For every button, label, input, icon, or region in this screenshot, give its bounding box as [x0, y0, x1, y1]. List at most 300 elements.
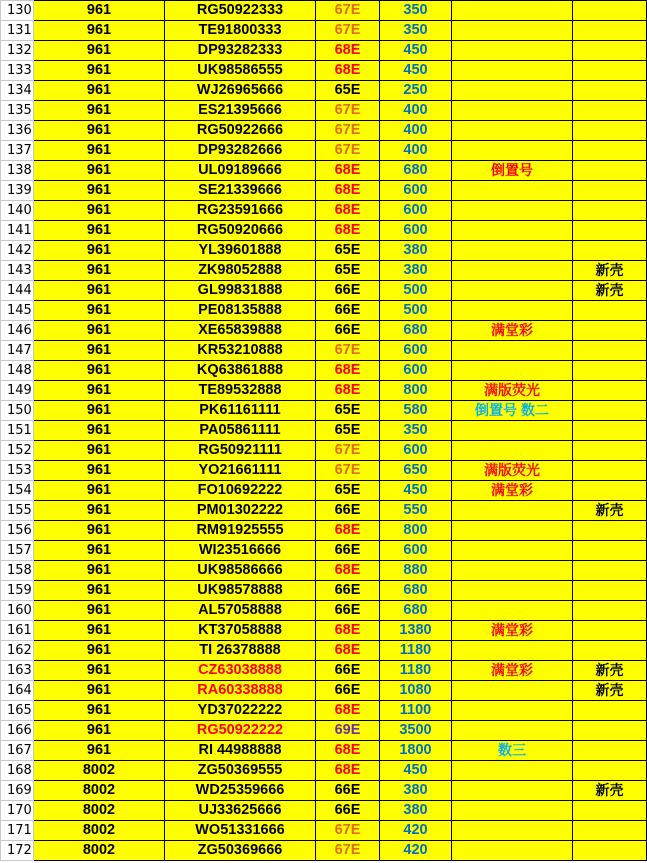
shell-note-cell[interactable] — [573, 621, 647, 641]
row-number[interactable]: 149 — [1, 381, 34, 401]
serial-number-cell[interactable]: KR53210888 — [165, 341, 316, 361]
row-number[interactable]: 171 — [1, 821, 34, 841]
row-number[interactable]: 153 — [1, 461, 34, 481]
note-cell[interactable] — [452, 781, 573, 801]
row-number[interactable]: 133 — [1, 61, 34, 81]
serial-number-cell[interactable]: RG23591666 — [165, 201, 316, 221]
shell-note-cell[interactable]: 新壳 — [573, 681, 647, 701]
grade-cell[interactable]: 68E — [316, 161, 380, 181]
shell-note-cell[interactable] — [573, 241, 647, 261]
code-cell[interactable]: 961 — [34, 501, 165, 521]
code-cell[interactable]: 961 — [34, 681, 165, 701]
code-cell[interactable]: 961 — [34, 281, 165, 301]
row-number[interactable]: 141 — [1, 221, 34, 241]
shell-note-cell[interactable] — [573, 301, 647, 321]
shell-note-cell[interactable] — [573, 141, 647, 161]
row-number[interactable]: 170 — [1, 801, 34, 821]
code-cell[interactable]: 961 — [34, 441, 165, 461]
price-cell[interactable]: 450 — [380, 61, 452, 81]
serial-number-cell[interactable]: WI23516666 — [165, 541, 316, 561]
note-cell[interactable]: 满堂彩 — [452, 481, 573, 501]
price-cell[interactable]: 400 — [380, 141, 452, 161]
shell-note-cell[interactable] — [573, 321, 647, 341]
row-number[interactable]: 142 — [1, 241, 34, 261]
grade-cell[interactable]: 68E — [316, 221, 380, 241]
grade-cell[interactable]: 68E — [316, 561, 380, 581]
note-cell[interactable] — [452, 21, 573, 41]
row-number[interactable]: 151 — [1, 421, 34, 441]
note-cell[interactable] — [452, 221, 573, 241]
row-number[interactable]: 132 — [1, 41, 34, 61]
note-cell[interactable] — [452, 241, 573, 261]
row-number[interactable]: 169 — [1, 781, 34, 801]
price-cell[interactable]: 450 — [380, 41, 452, 61]
row-number[interactable]: 143 — [1, 261, 34, 281]
code-cell[interactable]: 961 — [34, 361, 165, 381]
serial-number-cell[interactable]: WO51331666 — [165, 821, 316, 841]
price-cell[interactable]: 600 — [380, 361, 452, 381]
shell-note-cell[interactable] — [573, 561, 647, 581]
grade-cell[interactable]: 68E — [316, 641, 380, 661]
code-cell[interactable]: 961 — [34, 41, 165, 61]
grade-cell[interactable]: 69E — [316, 721, 380, 741]
grade-cell[interactable]: 66E — [316, 581, 380, 601]
row-number[interactable]: 162 — [1, 641, 34, 661]
note-cell[interactable] — [452, 441, 573, 461]
code-cell[interactable]: 961 — [34, 141, 165, 161]
code-cell[interactable]: 961 — [34, 581, 165, 601]
grade-cell[interactable]: 66E — [316, 801, 380, 821]
price-cell[interactable]: 420 — [380, 841, 452, 861]
note-cell[interactable] — [452, 721, 573, 741]
price-cell[interactable]: 600 — [380, 541, 452, 561]
serial-number-cell[interactable]: RG50921111 — [165, 441, 316, 461]
price-cell[interactable]: 680 — [380, 161, 452, 181]
serial-number-cell[interactable]: GL99831888 — [165, 281, 316, 301]
note-cell[interactable] — [452, 701, 573, 721]
serial-number-cell[interactable]: PM01302222 — [165, 501, 316, 521]
note-cell[interactable] — [452, 101, 573, 121]
price-cell[interactable]: 1100 — [380, 701, 452, 721]
serial-number-cell[interactable]: RG50922222 — [165, 721, 316, 741]
code-cell[interactable]: 961 — [34, 241, 165, 261]
grade-cell[interactable]: 68E — [316, 361, 380, 381]
grade-cell[interactable]: 67E — [316, 121, 380, 141]
grade-cell[interactable]: 65E — [316, 401, 380, 421]
serial-number-cell[interactable]: ZG50369666 — [165, 841, 316, 861]
grade-cell[interactable]: 68E — [316, 621, 380, 641]
row-number[interactable]: 146 — [1, 321, 34, 341]
shell-note-cell[interactable] — [573, 221, 647, 241]
shell-note-cell[interactable]: 新壳 — [573, 281, 647, 301]
grade-cell[interactable]: 66E — [316, 601, 380, 621]
code-cell[interactable]: 961 — [34, 701, 165, 721]
serial-number-cell[interactable]: YL39601888 — [165, 241, 316, 261]
price-cell[interactable]: 600 — [380, 221, 452, 241]
row-number[interactable]: 157 — [1, 541, 34, 561]
note-cell[interactable] — [452, 501, 573, 521]
serial-number-cell[interactable]: RG50920666 — [165, 221, 316, 241]
grade-cell[interactable]: 68E — [316, 381, 380, 401]
shell-note-cell[interactable] — [573, 21, 647, 41]
code-cell[interactable]: 961 — [34, 601, 165, 621]
price-cell[interactable]: 3500 — [380, 721, 452, 741]
code-cell[interactable]: 961 — [34, 21, 165, 41]
price-cell[interactable]: 350 — [380, 21, 452, 41]
note-cell[interactable] — [452, 301, 573, 321]
code-cell[interactable]: 961 — [34, 621, 165, 641]
note-cell[interactable] — [452, 541, 573, 561]
shell-note-cell[interactable] — [573, 761, 647, 781]
serial-number-cell[interactable]: ZG50369555 — [165, 761, 316, 781]
price-cell[interactable]: 1800 — [380, 741, 452, 761]
row-number[interactable]: 135 — [1, 101, 34, 121]
price-cell[interactable]: 800 — [380, 521, 452, 541]
row-number[interactable]: 150 — [1, 401, 34, 421]
serial-number-cell[interactable]: ES21395666 — [165, 101, 316, 121]
row-number[interactable]: 131 — [1, 21, 34, 41]
price-cell[interactable]: 380 — [380, 261, 452, 281]
shell-note-cell[interactable] — [573, 461, 647, 481]
shell-note-cell[interactable] — [573, 581, 647, 601]
shell-note-cell[interactable] — [573, 601, 647, 621]
note-cell[interactable]: 满堂彩 — [452, 621, 573, 641]
row-number[interactable]: 163 — [1, 661, 34, 681]
grade-cell[interactable]: 66E — [316, 281, 380, 301]
grade-cell[interactable]: 67E — [316, 101, 380, 121]
grade-cell[interactable]: 66E — [316, 781, 380, 801]
price-cell[interactable]: 650 — [380, 461, 452, 481]
price-cell[interactable]: 680 — [380, 601, 452, 621]
grade-cell[interactable]: 66E — [316, 661, 380, 681]
note-cell[interactable] — [452, 681, 573, 701]
price-cell[interactable]: 880 — [380, 561, 452, 581]
row-number[interactable]: 165 — [1, 701, 34, 721]
price-cell[interactable]: 1180 — [380, 661, 452, 681]
shell-note-cell[interactable] — [573, 201, 647, 221]
serial-number-cell[interactable]: RG50922333 — [165, 1, 316, 21]
row-number[interactable]: 160 — [1, 601, 34, 621]
code-cell[interactable]: 8002 — [34, 801, 165, 821]
code-cell[interactable]: 961 — [34, 561, 165, 581]
price-cell[interactable]: 600 — [380, 341, 452, 361]
grade-cell[interactable]: 66E — [316, 301, 380, 321]
serial-number-cell[interactable]: UK98586555 — [165, 61, 316, 81]
shell-note-cell[interactable] — [573, 381, 647, 401]
shell-note-cell[interactable] — [573, 801, 647, 821]
price-cell[interactable]: 1380 — [380, 621, 452, 641]
note-cell[interactable] — [452, 141, 573, 161]
serial-number-cell[interactable]: DP93282333 — [165, 41, 316, 61]
code-cell[interactable]: 8002 — [34, 761, 165, 781]
price-cell[interactable]: 600 — [380, 441, 452, 461]
serial-number-cell[interactable]: PA05861111 — [165, 421, 316, 441]
grade-cell[interactable]: 67E — [316, 461, 380, 481]
shell-note-cell[interactable] — [573, 821, 647, 841]
serial-number-cell[interactable]: WD25359666 — [165, 781, 316, 801]
shell-note-cell[interactable]: 新壳 — [573, 261, 647, 281]
serial-number-cell[interactable]: YO21661111 — [165, 461, 316, 481]
serial-number-cell[interactable]: ZK98052888 — [165, 261, 316, 281]
shell-note-cell[interactable] — [573, 841, 647, 861]
serial-number-cell[interactable]: AL57058888 — [165, 601, 316, 621]
row-number[interactable]: 134 — [1, 81, 34, 101]
grade-cell[interactable]: 67E — [316, 21, 380, 41]
serial-number-cell[interactable]: RG50922666 — [165, 121, 316, 141]
grade-cell[interactable]: 68E — [316, 701, 380, 721]
row-number[interactable]: 156 — [1, 521, 34, 541]
serial-number-cell[interactable]: XE65839888 — [165, 321, 316, 341]
shell-note-cell[interactable] — [573, 81, 647, 101]
grade-cell[interactable]: 65E — [316, 261, 380, 281]
shell-note-cell[interactable] — [573, 361, 647, 381]
code-cell[interactable]: 961 — [34, 261, 165, 281]
code-cell[interactable]: 961 — [34, 181, 165, 201]
grade-cell[interactable]: 68E — [316, 761, 380, 781]
shell-note-cell[interactable]: 新壳 — [573, 781, 647, 801]
price-cell[interactable]: 680 — [380, 321, 452, 341]
code-cell[interactable]: 8002 — [34, 821, 165, 841]
row-number[interactable]: 172 — [1, 841, 34, 861]
grade-cell[interactable]: 67E — [316, 841, 380, 861]
shell-note-cell[interactable] — [573, 1, 647, 21]
row-number[interactable]: 158 — [1, 561, 34, 581]
row-number[interactable]: 159 — [1, 581, 34, 601]
price-cell[interactable]: 600 — [380, 181, 452, 201]
row-number[interactable]: 148 — [1, 361, 34, 381]
note-cell[interactable]: 满版荧光 — [452, 461, 573, 481]
row-number[interactable]: 144 — [1, 281, 34, 301]
serial-number-cell[interactable]: CZ63038888 — [165, 661, 316, 681]
code-cell[interactable]: 961 — [34, 61, 165, 81]
note-cell[interactable] — [452, 561, 573, 581]
code-cell[interactable]: 961 — [34, 381, 165, 401]
code-cell[interactable]: 961 — [34, 301, 165, 321]
serial-number-cell[interactable]: KT37058888 — [165, 621, 316, 641]
note-cell[interactable] — [452, 1, 573, 21]
shell-note-cell[interactable] — [573, 401, 647, 421]
grade-cell[interactable]: 68E — [316, 61, 380, 81]
serial-number-cell[interactable]: KQ63861888 — [165, 361, 316, 381]
note-cell[interactable] — [452, 41, 573, 61]
code-cell[interactable]: 961 — [34, 201, 165, 221]
shell-note-cell[interactable] — [573, 641, 647, 661]
grade-cell[interactable]: 65E — [316, 421, 380, 441]
price-cell[interactable]: 380 — [380, 781, 452, 801]
grade-cell[interactable]: 66E — [316, 321, 380, 341]
grade-cell[interactable]: 65E — [316, 481, 380, 501]
row-number[interactable]: 152 — [1, 441, 34, 461]
shell-note-cell[interactable] — [573, 521, 647, 541]
code-cell[interactable]: 961 — [34, 661, 165, 681]
price-cell[interactable]: 800 — [380, 381, 452, 401]
code-cell[interactable]: 961 — [34, 541, 165, 561]
shell-note-cell[interactable] — [573, 161, 647, 181]
note-cell[interactable] — [452, 601, 573, 621]
note-cell[interactable] — [452, 361, 573, 381]
serial-number-cell[interactable]: YD37022222 — [165, 701, 316, 721]
shell-note-cell[interactable] — [573, 61, 647, 81]
serial-number-cell[interactable]: TE89532888 — [165, 381, 316, 401]
shell-note-cell[interactable] — [573, 341, 647, 361]
row-number[interactable]: 140 — [1, 201, 34, 221]
price-cell[interactable]: 400 — [380, 121, 452, 141]
serial-number-cell[interactable]: PE08135888 — [165, 301, 316, 321]
price-cell[interactable]: 450 — [380, 481, 452, 501]
row-number[interactable]: 166 — [1, 721, 34, 741]
serial-number-cell[interactable]: UL09189666 — [165, 161, 316, 181]
row-number[interactable]: 145 — [1, 301, 34, 321]
serial-number-cell[interactable]: TI 26378888 — [165, 641, 316, 661]
code-cell[interactable]: 961 — [34, 421, 165, 441]
code-cell[interactable]: 8002 — [34, 841, 165, 861]
note-cell[interactable] — [452, 761, 573, 781]
shell-note-cell[interactable] — [573, 101, 647, 121]
serial-number-cell[interactable]: WJ26965666 — [165, 81, 316, 101]
row-number[interactable]: 161 — [1, 621, 34, 641]
price-cell[interactable]: 400 — [380, 101, 452, 121]
serial-number-cell[interactable]: PK61161111 — [165, 401, 316, 421]
grade-cell[interactable]: 68E — [316, 741, 380, 761]
note-cell[interactable] — [452, 841, 573, 861]
shell-note-cell[interactable] — [573, 701, 647, 721]
price-cell[interactable]: 380 — [380, 241, 452, 261]
grade-cell[interactable]: 67E — [316, 821, 380, 841]
note-cell[interactable]: 满版荧光 — [452, 381, 573, 401]
price-cell[interactable]: 500 — [380, 281, 452, 301]
grade-cell[interactable]: 68E — [316, 181, 380, 201]
grade-cell[interactable]: 65E — [316, 81, 380, 101]
shell-note-cell[interactable]: 新壳 — [573, 501, 647, 521]
code-cell[interactable]: 961 — [34, 721, 165, 741]
grade-cell[interactable]: 66E — [316, 681, 380, 701]
price-cell[interactable]: 350 — [380, 421, 452, 441]
grade-cell[interactable]: 65E — [316, 241, 380, 261]
shell-note-cell[interactable] — [573, 541, 647, 561]
note-cell[interactable]: 倒置号 — [452, 161, 573, 181]
note-cell[interactable] — [452, 641, 573, 661]
serial-number-cell[interactable]: FO10692222 — [165, 481, 316, 501]
code-cell[interactable]: 961 — [34, 341, 165, 361]
note-cell[interactable] — [452, 81, 573, 101]
serial-number-cell[interactable]: UJ33625666 — [165, 801, 316, 821]
code-cell[interactable]: 961 — [34, 401, 165, 421]
note-cell[interactable] — [452, 61, 573, 81]
code-cell[interactable]: 961 — [34, 81, 165, 101]
serial-number-cell[interactable]: TE91800333 — [165, 21, 316, 41]
note-cell[interactable] — [452, 421, 573, 441]
note-cell[interactable]: 倒置号 数二 — [452, 401, 573, 421]
row-number[interactable]: 164 — [1, 681, 34, 701]
price-cell[interactable]: 1080 — [380, 681, 452, 701]
note-cell[interactable] — [452, 521, 573, 541]
grade-cell[interactable]: 67E — [316, 341, 380, 361]
row-number[interactable]: 138 — [1, 161, 34, 181]
note-cell[interactable] — [452, 201, 573, 221]
shell-note-cell[interactable]: 新壳 — [573, 661, 647, 681]
code-cell[interactable]: 961 — [34, 461, 165, 481]
row-number[interactable]: 137 — [1, 141, 34, 161]
shell-note-cell[interactable] — [573, 121, 647, 141]
row-number[interactable]: 139 — [1, 181, 34, 201]
code-cell[interactable]: 961 — [34, 101, 165, 121]
price-cell[interactable]: 580 — [380, 401, 452, 421]
price-cell[interactable]: 550 — [380, 501, 452, 521]
code-cell[interactable]: 8002 — [34, 781, 165, 801]
row-number[interactable]: 136 — [1, 121, 34, 141]
serial-number-cell[interactable]: RM91925555 — [165, 521, 316, 541]
code-cell[interactable]: 961 — [34, 161, 165, 181]
shell-note-cell[interactable] — [573, 481, 647, 501]
row-number[interactable]: 147 — [1, 341, 34, 361]
note-cell[interactable]: 数三 — [452, 741, 573, 761]
row-number[interactable]: 130 — [1, 1, 34, 21]
row-number[interactable]: 167 — [1, 741, 34, 761]
serial-number-cell[interactable]: UK98578888 — [165, 581, 316, 601]
price-cell[interactable]: 420 — [380, 821, 452, 841]
note-cell[interactable] — [452, 261, 573, 281]
code-cell[interactable]: 961 — [34, 221, 165, 241]
grade-cell[interactable]: 68E — [316, 201, 380, 221]
price-cell[interactable]: 250 — [380, 81, 452, 101]
note-cell[interactable] — [452, 181, 573, 201]
code-cell[interactable]: 961 — [34, 641, 165, 661]
code-cell[interactable]: 961 — [34, 1, 165, 21]
note-cell[interactable] — [452, 581, 573, 601]
price-cell[interactable]: 1180 — [380, 641, 452, 661]
code-cell[interactable]: 961 — [34, 521, 165, 541]
shell-note-cell[interactable] — [573, 741, 647, 761]
code-cell[interactable]: 961 — [34, 741, 165, 761]
grade-cell[interactable]: 66E — [316, 501, 380, 521]
shell-note-cell[interactable] — [573, 421, 647, 441]
code-cell[interactable]: 961 — [34, 321, 165, 341]
shell-note-cell[interactable] — [573, 41, 647, 61]
serial-number-cell[interactable]: UK98586666 — [165, 561, 316, 581]
note-cell[interactable] — [452, 341, 573, 361]
price-cell[interactable]: 380 — [380, 801, 452, 821]
note-cell[interactable]: 满堂彩 — [452, 321, 573, 341]
price-cell[interactable]: 450 — [380, 761, 452, 781]
grade-cell[interactable]: 66E — [316, 541, 380, 561]
grade-cell[interactable]: 68E — [316, 521, 380, 541]
shell-note-cell[interactable] — [573, 181, 647, 201]
code-cell[interactable]: 961 — [34, 481, 165, 501]
serial-number-cell[interactable]: DP93282666 — [165, 141, 316, 161]
grade-cell[interactable]: 67E — [316, 141, 380, 161]
row-number[interactable]: 154 — [1, 481, 34, 501]
row-number[interactable]: 168 — [1, 761, 34, 781]
serial-number-cell[interactable]: RI 44988888 — [165, 741, 316, 761]
note-cell[interactable]: 满堂彩 — [452, 661, 573, 681]
shell-note-cell[interactable] — [573, 441, 647, 461]
serial-number-cell[interactable]: RA60338888 — [165, 681, 316, 701]
note-cell[interactable] — [452, 281, 573, 301]
price-cell[interactable]: 600 — [380, 201, 452, 221]
grade-cell[interactable]: 68E — [316, 41, 380, 61]
price-cell[interactable]: 680 — [380, 581, 452, 601]
note-cell[interactable] — [452, 121, 573, 141]
serial-number-cell[interactable]: SE21339666 — [165, 181, 316, 201]
grade-cell[interactable]: 67E — [316, 1, 380, 21]
shell-note-cell[interactable] — [573, 721, 647, 741]
price-cell[interactable]: 350 — [380, 1, 452, 21]
note-cell[interactable] — [452, 821, 573, 841]
code-cell[interactable]: 961 — [34, 121, 165, 141]
price-cell[interactable]: 500 — [380, 301, 452, 321]
grade-cell[interactable]: 67E — [316, 441, 380, 461]
note-cell[interactable] — [452, 801, 573, 821]
